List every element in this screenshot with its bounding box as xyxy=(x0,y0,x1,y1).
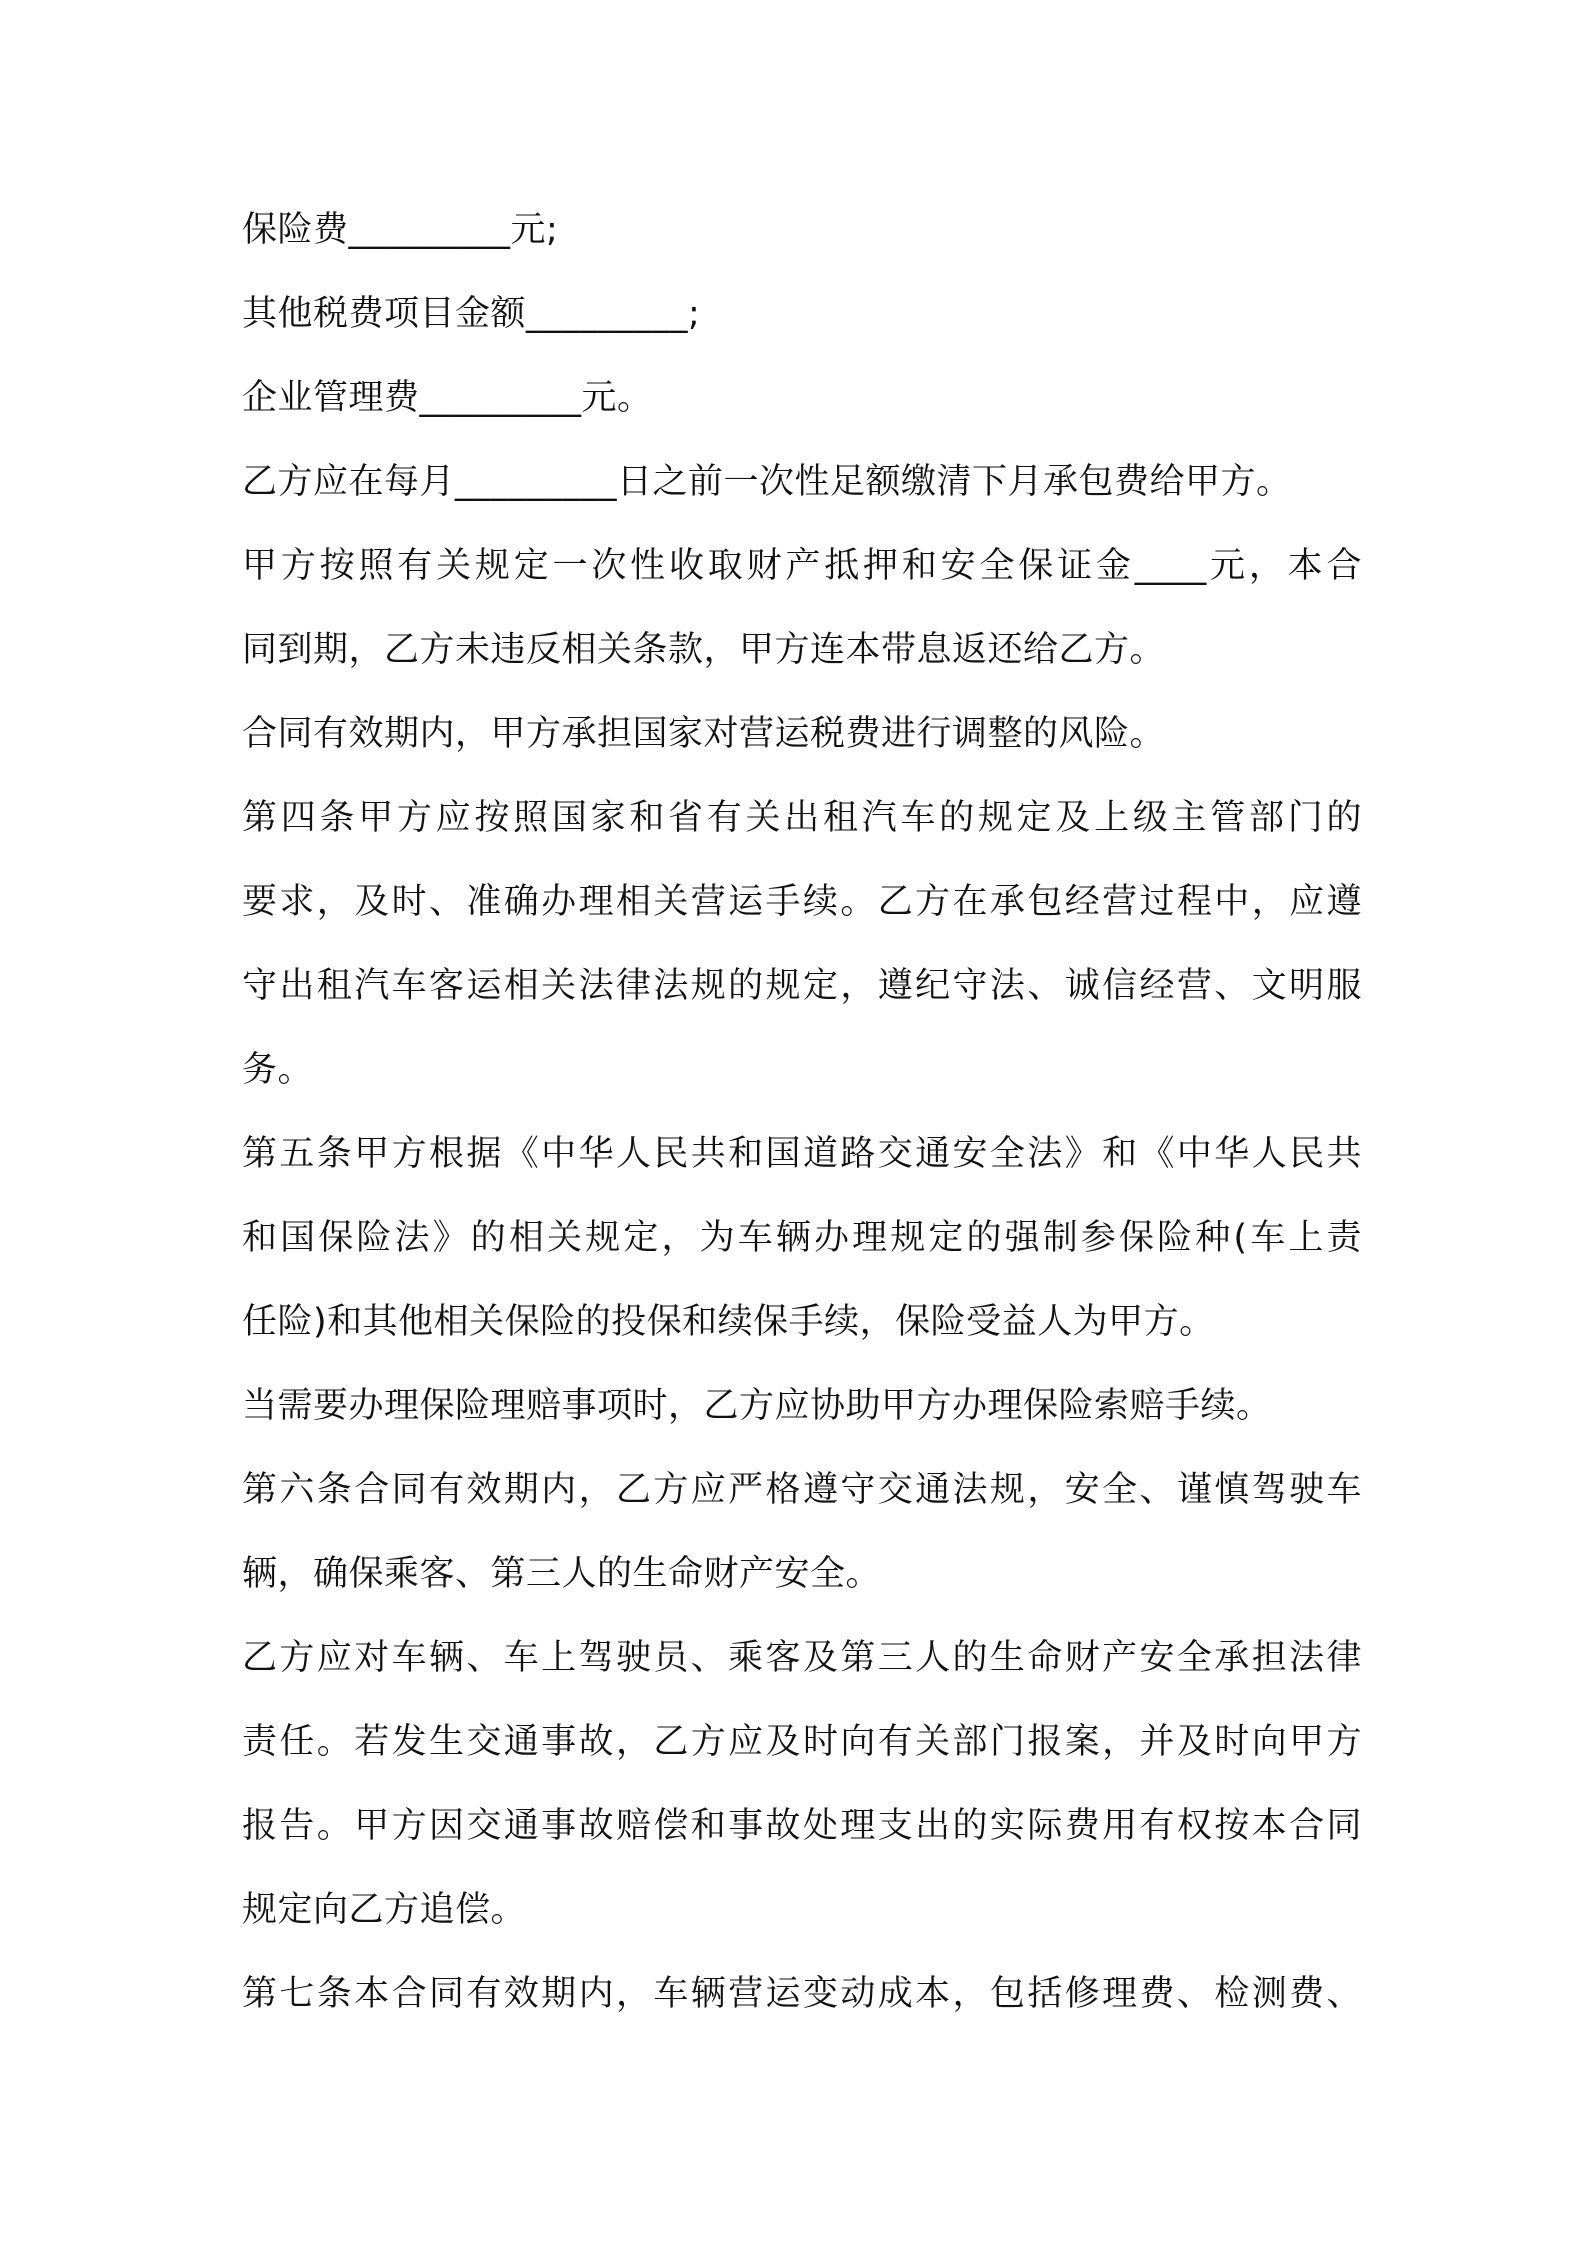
text-line: 守出租汽车客运相关法律法规的规定，遵纪守法、诚信经营、文明服 xyxy=(242,966,1362,1006)
text-line: 乙方应对车辆、车上驾驶员、乘客及第三人的生命财产安全承担法律 xyxy=(242,1638,1362,1678)
text-line: 第七条本合同有效期内，车辆营运变动成本，包括修理费、检测费、 xyxy=(242,1974,1362,2014)
text-line: 同到期，乙方未违反相关条款，甲方连本带息返还给乙方。 xyxy=(242,630,1166,670)
text-line: 第四条甲方应按照国家和省有关出租汽车的规定及上级主管部门的 xyxy=(242,798,1362,838)
text-line: 甲方按照有关规定一次性收取财产抵押和安全保证金____元，本合 xyxy=(242,546,1362,586)
text-line: 报告。甲方因交通事故赔偿和事故处理支出的实际费用有权按本合同 xyxy=(242,1806,1362,1846)
text-line: 任险)和其他相关保险的投保和续保手续，保险受益人为甲方。 xyxy=(242,1302,1215,1342)
text-line: 责任。若发生交通事故，乙方应及时向有关部门报案，并及时向甲方 xyxy=(242,1722,1362,1762)
text-line: 其他税费项目金额_________; xyxy=(242,294,701,334)
text-line: 规定向乙方追偿。 xyxy=(242,1890,527,1930)
text-line: 第五条甲方根据《中华人民共和国道路交通安全法》和《中华人民共 xyxy=(242,1134,1362,1174)
text-line: 保险费_________元; xyxy=(242,210,559,250)
contract-text xyxy=(242,188,1362,2036)
text-line: 当需要办理保险理赔事项时，乙方应协助甲方办理保险索赔手续。 xyxy=(242,1386,1272,1426)
text-line: 第六条合同有效期内，乙方应严格遵守交通法规，安全、谨慎驾驶车 xyxy=(242,1470,1362,1510)
text-line: 要求，及时、准确办理相关营运手续。乙方在承包经营过程中，应遵 xyxy=(242,882,1362,922)
text-line: 合同有效期内，甲方承担国家对营运税费进行调整的风险。 xyxy=(242,714,1166,754)
text-line: 和国保险法》的相关规定，为车辆办理规定的强制参保险种(车上责 xyxy=(242,1218,1362,1258)
text-line: 乙方应在每月_________日之前一次性足额缴清下月承包费给甲方。 xyxy=(242,462,1292,502)
text-line: 企业管理费_________元。 xyxy=(242,378,653,418)
text-line: 辆，确保乘客、第三人的生命财产安全。 xyxy=(242,1554,882,1594)
text-line: 务。 xyxy=(242,1050,314,1090)
